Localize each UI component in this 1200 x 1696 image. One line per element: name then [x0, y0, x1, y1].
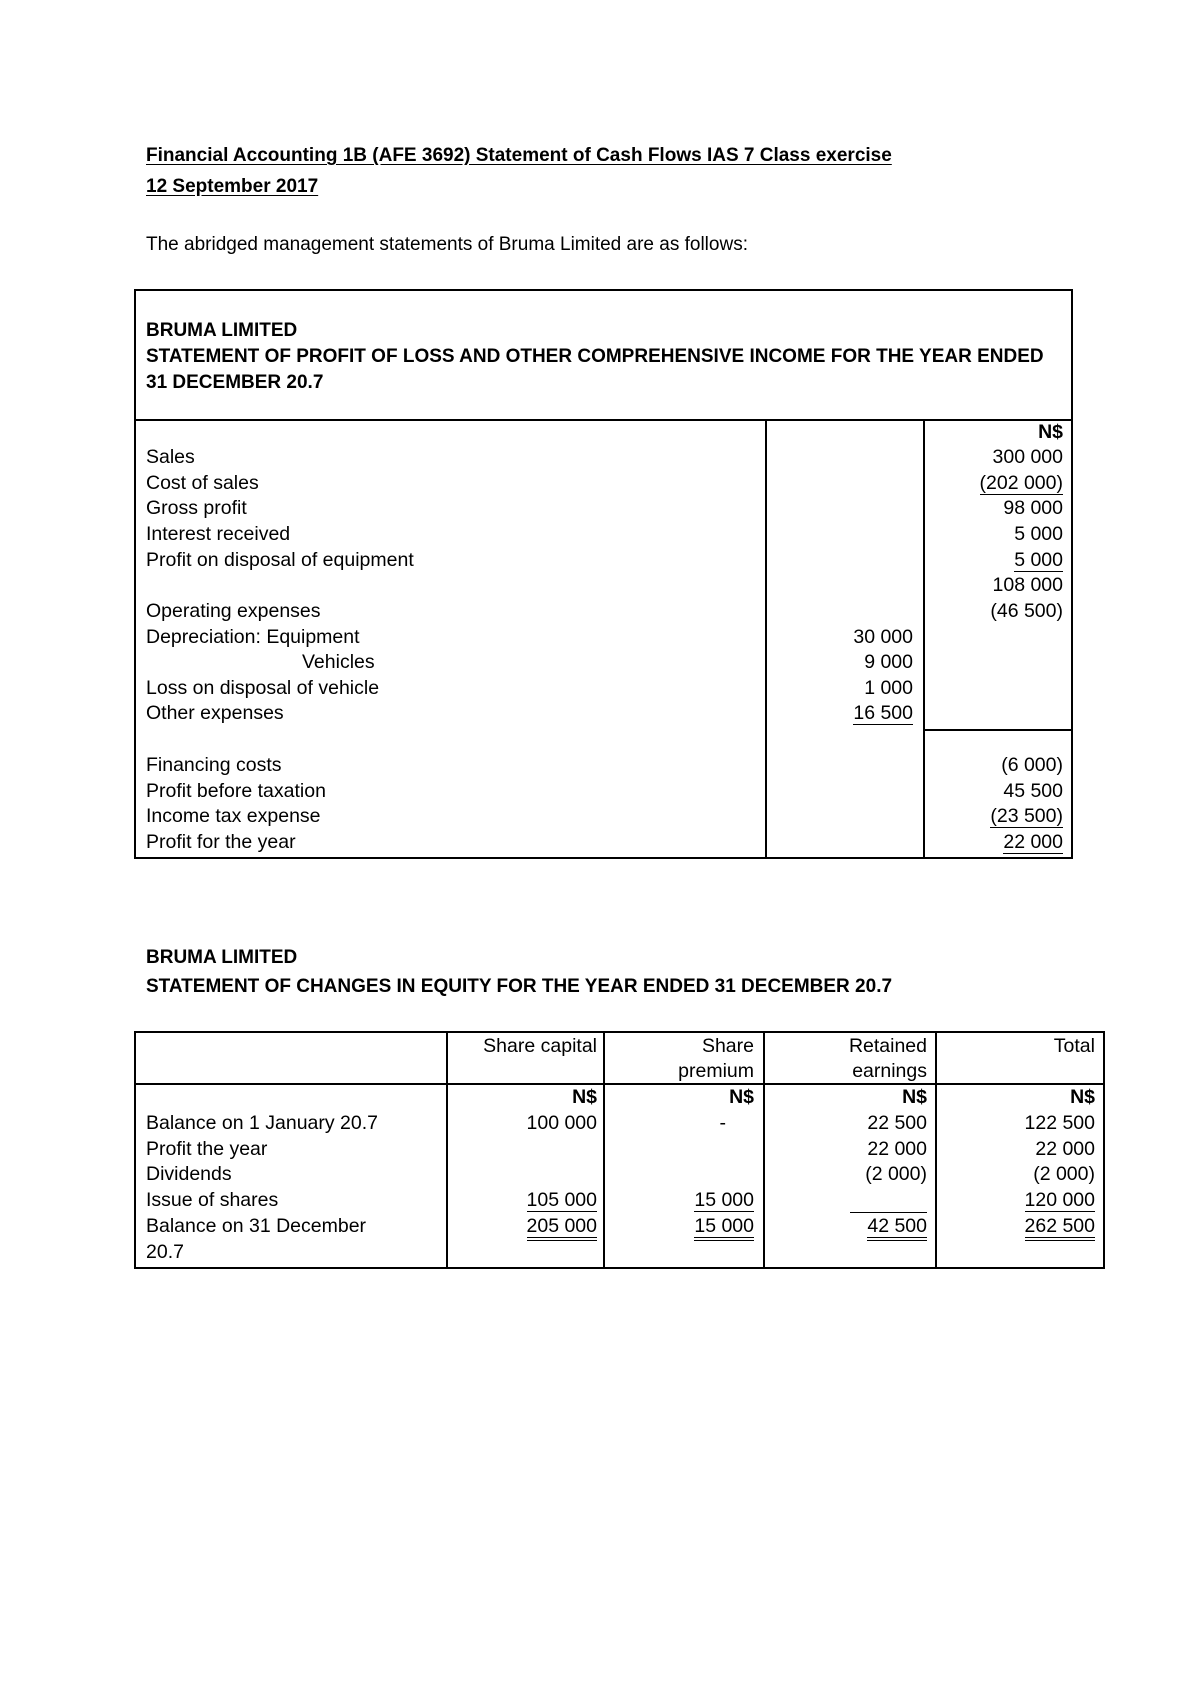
soce-left-border: [134, 1031, 136, 1269]
income-statement-col-divider-1: [765, 419, 767, 858]
soce-currency: N$: [1070, 1086, 1095, 1108]
is-row-mid: 1 000: [864, 677, 913, 699]
soce-share-premium: 15 000: [694, 1215, 754, 1241]
income-statement-title: STATEMENT OF PROFIT OF LOSS AND OTHER COMPREHENSIVE INCOME FOR THE YEAR ENDED 31 DECEMBER 20.7: [146, 346, 1044, 393]
soce-row-label: Profit the year: [146, 1138, 268, 1160]
is-row-label: Gross profit: [146, 497, 247, 519]
is-row-label: Sales: [146, 446, 195, 468]
is-row-label: Other expenses: [146, 702, 284, 724]
soce-bottom-border: [134, 1267, 1105, 1269]
is-row-amount: 98 000: [1003, 497, 1063, 519]
is-row-label: Vehicles: [302, 651, 375, 673]
soce-row-label-line2: 20.7: [146, 1241, 184, 1263]
soce-row-label-line1: Balance on 31 December: [146, 1215, 367, 1237]
soce-share-premium: -: [719, 1112, 726, 1134]
soce-share-premium: 15 000: [694, 1189, 754, 1211]
soce-share-capital: 205 000: [527, 1215, 598, 1241]
income-statement-currency: N$: [1038, 421, 1063, 443]
is-row-label: Profit for the year: [146, 831, 296, 853]
is-row-label: Income tax expense: [146, 805, 321, 827]
soce-currency: N$: [572, 1086, 597, 1108]
soce-header-divider: [134, 1083, 1105, 1085]
is-row-label: Cost of sales: [146, 472, 259, 494]
is-row-amount: 300 000: [992, 446, 1063, 468]
soce-total: 22 000: [1035, 1138, 1095, 1160]
soce-col-divider-3: [763, 1031, 765, 1269]
is-row-amount: 45 500: [1003, 780, 1063, 802]
is-row-amount: (6 000): [1001, 754, 1063, 776]
equity-statement-company: BRUMA LIMITED: [146, 947, 298, 968]
soce-row-label: Issue of shares: [146, 1189, 279, 1211]
soce-row-label: Balance on 1 January 20.7: [146, 1112, 379, 1134]
is-row-amount: 5 000: [1014, 549, 1063, 571]
is-row-label: Operating expenses: [146, 600, 321, 622]
is-row-label: Financing costs: [146, 754, 282, 776]
income-statement-header-divider: [134, 419, 1073, 421]
soce-right-border: [1103, 1031, 1105, 1269]
is-row-label: Depreciation: Equipment: [146, 626, 360, 648]
soce-col-share-premium-line2: premium: [678, 1060, 754, 1082]
soce-col-share-premium-line1: Share: [701, 1035, 754, 1057]
income-statement-company: BRUMA LIMITED: [146, 320, 298, 341]
soce-currency: N$: [729, 1086, 754, 1108]
soce-col-divider-4: [935, 1031, 937, 1269]
income-statement-heading: [146, 318, 1056, 396]
is-row-amount: (23 500): [990, 805, 1063, 827]
is-row-label: Profit on disposal of equipment: [146, 549, 414, 571]
soce-total: 262 500: [1025, 1215, 1096, 1241]
intro-text: The abridged management statements of Bruma Limited are as follows:: [146, 234, 748, 255]
is-row-amount: (202 000): [979, 472, 1063, 494]
soce-col-retained-line1: Retained: [848, 1035, 927, 1057]
is-row-label: Profit before taxation: [146, 780, 326, 802]
soce-retained: 42 500: [867, 1215, 927, 1241]
soce-retained: 22 000: [867, 1138, 927, 1160]
soce-retained: (2 000): [865, 1163, 927, 1185]
soce-currency: N$: [902, 1086, 927, 1108]
soce-top-border: [134, 1031, 1105, 1033]
soce-total: 122 500: [1024, 1112, 1095, 1134]
is-row-label: Interest received: [146, 523, 291, 545]
document-date: 12 September 2017: [146, 176, 319, 197]
is-row-amount: 108 000: [992, 574, 1063, 596]
is-row-label: Loss on disposal of vehicle: [146, 677, 380, 699]
soce-share-capital: 100 000: [526, 1112, 597, 1134]
income-statement-amount-divider: [923, 729, 1073, 731]
soce-col-divider-2: [603, 1031, 605, 1269]
soce-row-label: Dividends: [146, 1163, 232, 1185]
soce-share-capital: 105 000: [526, 1189, 597, 1211]
is-row-amount: 22 000: [1003, 831, 1063, 853]
soce-col-divider-1: [446, 1031, 448, 1269]
soce-total: 120 000: [1024, 1189, 1095, 1211]
document-title: Financial Accounting 1B (AFE 3692) Statement of Cash Flows IAS 7 Class exercise: [146, 145, 892, 166]
is-row-amount: (46 500): [990, 600, 1063, 622]
is-row-amount: 5 000: [1014, 523, 1063, 545]
soce-retained: 22 500: [867, 1112, 927, 1134]
soce-retained-subtotal-line: [850, 1212, 927, 1213]
soce-col-total: Total: [1053, 1035, 1095, 1057]
soce-col-retained-line2: earnings: [852, 1060, 927, 1082]
is-row-mid: 16 500: [853, 702, 913, 724]
is-row-mid: 30 000: [853, 626, 913, 648]
is-row-mid: 9 000: [864, 651, 913, 673]
soce-total: (2 000): [1033, 1163, 1095, 1185]
equity-statement-title: STATEMENT OF CHANGES IN EQUITY FOR THE YEAR ENDED 31 DECEMBER 20.7: [146, 976, 893, 997]
income-statement-col-divider-2: [923, 419, 925, 858]
soce-col-share-capital: Share capital: [483, 1035, 597, 1057]
